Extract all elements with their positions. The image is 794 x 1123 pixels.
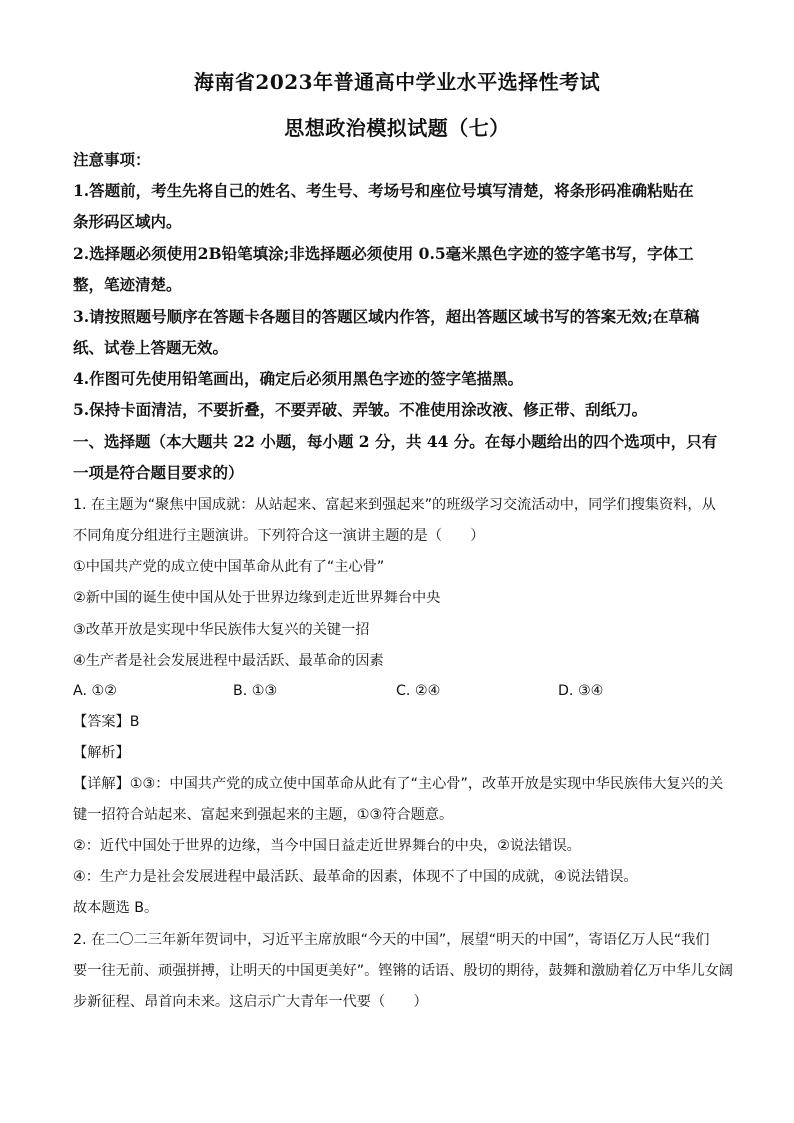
analysis-detail: 键一招符合站起来、富起来到强起来的主题，①③符合题意。 — [73, 807, 454, 823]
notice-line: 5.保持卡面清洁，不要折叠，不要弄破、弄皱。不准使用涂改液、修正带、刮纸刀。 — [73, 400, 648, 419]
answer-line: 【答案】B — [73, 714, 140, 730]
notice-line: 3.请按照题号顺序在答题卡各题目的答题区域内作答，超出答题区域书写的答案无效;在草稿 — [73, 307, 700, 326]
question-1-item: ④生产者是社会发展进程中最活跃、最革命的因素 — [73, 653, 384, 669]
question-1-stem: 1. 在主题为“聚焦中国成就：从站起来、富起来到强起来”的班级学习交流活动中，同学们搜集资料，从 — [73, 497, 716, 513]
notice-line: 1.答题前，考生先将自己的姓名、考生号、考场号和座位号填写清楚，将条形码准确粘贴在 — [73, 181, 694, 200]
notice-line: 条形码区域内。 — [73, 212, 182, 231]
question-2-stem: 2. 在二〇二三年新年贺词中，习近平主席放眼“今天的中国”，展望“明天的中国”，寄语亿万人民“我们 — [73, 932, 710, 948]
option-b: B. ①③ — [233, 683, 278, 699]
notice-heading: 注意事项： — [73, 150, 151, 169]
question-1-item: ②新中国的诞生使中国从处于世界边缘到走近世界舞台中央 — [73, 590, 441, 606]
notice-line: 4.作图可先使用铅笔画出，确定后必须用黑色字迹的签字笔描黑。 — [73, 369, 524, 388]
question-1-item: ③改革开放是实现中华民族伟大复兴的关键一招 — [73, 622, 370, 638]
option-a: A. ①② — [73, 683, 117, 699]
section-heading-cont: 一项是符合题目要求的） — [73, 463, 244, 482]
analysis-detail: 【详解】①③：中国共产党的成立使中国革命从此有了“主心骨”，改革开放是实现中华民族伟大复兴的关 — [73, 776, 724, 792]
question-1-stem-cont: 不同角度分组进行主题演讲。下列符合这一演讲主题的是（ ） — [73, 528, 485, 544]
question-1-item: ①中国共产党的成立使中国革命从此有了“主心骨” — [73, 559, 385, 575]
notice-line: 纸、试卷上答题无效。 — [73, 338, 229, 357]
exam-subtitle: 思想政治模拟试题（七） — [284, 116, 510, 140]
question-2-stem-cont: 要一往无前、顽强拼搏，让明天的中国更美好”。铿锵的话语、殷切的期待，鼓舞和激励着亿万中华儿女阔 — [73, 963, 733, 979]
option-c: C. ②④ — [396, 683, 441, 699]
section-heading: 一、选择题（本大题共 22 小题，每小题 2 分，共 44 分。在每小题给出的四个选项中，只有 — [73, 432, 718, 451]
analysis-detail: ②：近代中国处于世界的边缘，当今中国日益走近世界舞台的中央，②说法错误。 — [73, 838, 581, 854]
analysis-conclusion: 故本题选 B。 — [73, 900, 159, 916]
exam-title: 海南省2023年普通高中学业水平选择性考试 — [193, 70, 601, 94]
analysis-label: 【解析】 — [73, 745, 130, 761]
question-2-stem-cont: 步新征程、昂首向未来。这启示广大青年一代要（ ） — [73, 994, 428, 1010]
option-d: D. ③④ — [558, 683, 604, 699]
notice-line: 整，笔迹清楚。 — [73, 275, 182, 294]
notice-line: 2.选择题必须使用2B铅笔填涂;非选择题必须使用 0.5毫米黑色字迹的签字笔书写，字体工 — [73, 244, 694, 263]
analysis-detail: ④：生产力是社会发展进程中最活跃、最革命的因素，体现不了中国的成就，④说法错误。 — [73, 869, 638, 885]
